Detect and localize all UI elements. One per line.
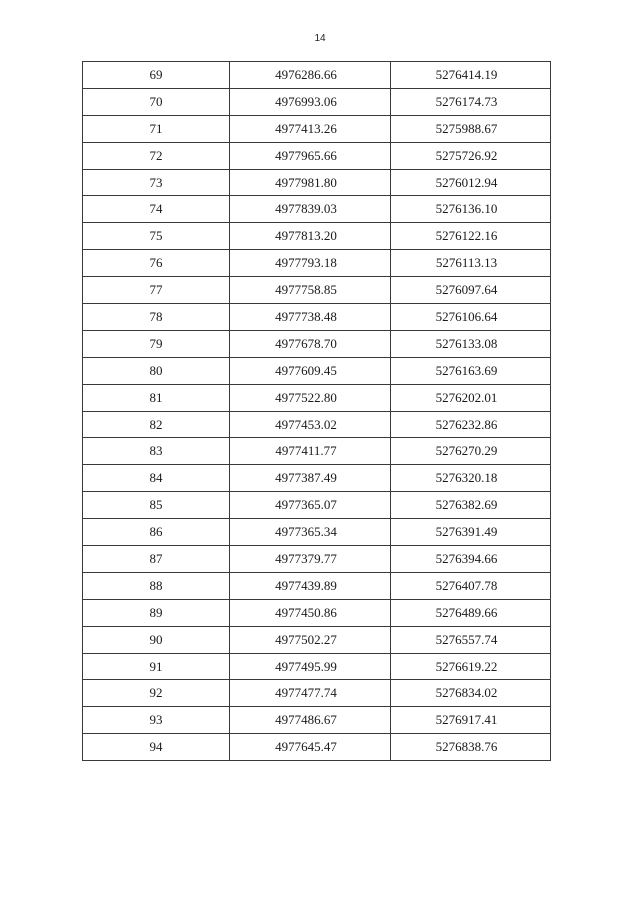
- point-number-cell: 90: [83, 626, 230, 653]
- x-coordinate-cell: 4977678.70: [230, 330, 391, 357]
- x-coordinate-cell: 4977522.80: [230, 384, 391, 411]
- point-number-cell: 85: [83, 492, 230, 519]
- y-coordinate-cell: 5276174.73: [391, 88, 551, 115]
- x-coordinate-cell: 4977738.48: [230, 304, 391, 331]
- point-number-cell: 81: [83, 384, 230, 411]
- point-number-cell: 93: [83, 707, 230, 734]
- x-coordinate-cell: 4977477.74: [230, 680, 391, 707]
- x-coordinate-cell: 4977645.47: [230, 734, 391, 761]
- y-coordinate-cell: 5276834.02: [391, 680, 551, 707]
- y-coordinate-cell: 5276122.16: [391, 223, 551, 250]
- point-number-cell: 80: [83, 357, 230, 384]
- point-number-cell: 84: [83, 465, 230, 492]
- x-coordinate-cell: 4977839.03: [230, 196, 391, 223]
- table-row: [83, 330, 551, 357]
- y-coordinate-cell: 5276012.94: [391, 169, 551, 196]
- table-row: [83, 115, 551, 142]
- y-coordinate-cell: 5276097.64: [391, 277, 551, 304]
- table-row: [83, 62, 551, 89]
- y-coordinate-cell: 5276113.13: [391, 250, 551, 277]
- table-row: [83, 626, 551, 653]
- point-number-cell: 83: [83, 438, 230, 465]
- y-coordinate-cell: 5276382.69: [391, 492, 551, 519]
- table-row: [83, 734, 551, 761]
- x-coordinate-cell: 4976286.66: [230, 62, 391, 89]
- point-number-cell: 91: [83, 653, 230, 680]
- point-number-cell: 94: [83, 734, 230, 761]
- table-row: [83, 169, 551, 196]
- x-coordinate-cell: 4977387.49: [230, 465, 391, 492]
- table-row: [83, 653, 551, 680]
- table-row: [83, 599, 551, 626]
- y-coordinate-cell: 5275726.92: [391, 142, 551, 169]
- x-coordinate-cell: 4977495.99: [230, 653, 391, 680]
- table-row: [83, 304, 551, 331]
- table-row: [83, 277, 551, 304]
- table-row: [83, 465, 551, 492]
- table-row: [83, 546, 551, 573]
- y-coordinate-cell: 5276619.22: [391, 653, 551, 680]
- y-coordinate-cell: 5276133.08: [391, 330, 551, 357]
- point-number-cell: 89: [83, 599, 230, 626]
- point-number-cell: 69: [83, 62, 230, 89]
- x-coordinate-cell: 4977379.77: [230, 546, 391, 573]
- y-coordinate-cell: 5276270.29: [391, 438, 551, 465]
- y-coordinate-cell: 5276489.66: [391, 599, 551, 626]
- table-row: [83, 384, 551, 411]
- table-row: [83, 519, 551, 546]
- point-number-cell: 76: [83, 250, 230, 277]
- table-row: [83, 223, 551, 250]
- y-coordinate-cell: 5276414.19: [391, 62, 551, 89]
- x-coordinate-cell: 4977502.27: [230, 626, 391, 653]
- point-number-cell: 77: [83, 277, 230, 304]
- x-coordinate-cell: 4976993.06: [230, 88, 391, 115]
- x-coordinate-cell: 4977486.67: [230, 707, 391, 734]
- point-number-cell: 87: [83, 546, 230, 573]
- y-coordinate-cell: 5276202.01: [391, 384, 551, 411]
- x-coordinate-cell: 4977453.02: [230, 411, 391, 438]
- y-coordinate-cell: 5276163.69: [391, 357, 551, 384]
- coordinates-table-body: [83, 62, 551, 761]
- y-coordinate-cell: 5276232.86: [391, 411, 551, 438]
- table-row: [83, 88, 551, 115]
- y-coordinate-cell: 5276106.64: [391, 304, 551, 331]
- coordinates-table: [82, 61, 551, 761]
- x-coordinate-cell: 4977609.45: [230, 357, 391, 384]
- x-coordinate-cell: 4977793.18: [230, 250, 391, 277]
- table-row: [83, 196, 551, 223]
- x-coordinate-cell: 4977981.80: [230, 169, 391, 196]
- x-coordinate-cell: 4977813.20: [230, 223, 391, 250]
- point-number-cell: 72: [83, 142, 230, 169]
- y-coordinate-cell: 5276557.74: [391, 626, 551, 653]
- table-row: [83, 492, 551, 519]
- table-row: [83, 438, 551, 465]
- x-coordinate-cell: 4977965.66: [230, 142, 391, 169]
- point-number-cell: 71: [83, 115, 230, 142]
- table-row: [83, 250, 551, 277]
- table-row: [83, 680, 551, 707]
- y-coordinate-cell: 5276320.18: [391, 465, 551, 492]
- point-number-cell: 75: [83, 223, 230, 250]
- point-number-cell: 79: [83, 330, 230, 357]
- x-coordinate-cell: 4977439.89: [230, 572, 391, 599]
- y-coordinate-cell: 5275988.67: [391, 115, 551, 142]
- y-coordinate-cell: 5276391.49: [391, 519, 551, 546]
- table-row: [83, 707, 551, 734]
- table-row: [83, 572, 551, 599]
- point-number-cell: 70: [83, 88, 230, 115]
- y-coordinate-cell: 5276136.10: [391, 196, 551, 223]
- y-coordinate-cell: 5276917.41: [391, 707, 551, 734]
- point-number-cell: 73: [83, 169, 230, 196]
- point-number-cell: 92: [83, 680, 230, 707]
- point-number-cell: 82: [83, 411, 230, 438]
- x-coordinate-cell: 4977411.77: [230, 438, 391, 465]
- x-coordinate-cell: 4977413.26: [230, 115, 391, 142]
- x-coordinate-cell: 4977365.07: [230, 492, 391, 519]
- y-coordinate-cell: 5276407.78: [391, 572, 551, 599]
- page-number: 14: [314, 33, 326, 44]
- point-number-cell: 74: [83, 196, 230, 223]
- y-coordinate-cell: 5276838.76: [391, 734, 551, 761]
- point-number-cell: 78: [83, 304, 230, 331]
- x-coordinate-cell: 4977365.34: [230, 519, 391, 546]
- x-coordinate-cell: 4977758.85: [230, 277, 391, 304]
- table-row: [83, 411, 551, 438]
- point-number-cell: 86: [83, 519, 230, 546]
- x-coordinate-cell: 4977450.86: [230, 599, 391, 626]
- y-coordinate-cell: 5276394.66: [391, 546, 551, 573]
- point-number-cell: 88: [83, 572, 230, 599]
- table-row: [83, 142, 551, 169]
- table-row: [83, 357, 551, 384]
